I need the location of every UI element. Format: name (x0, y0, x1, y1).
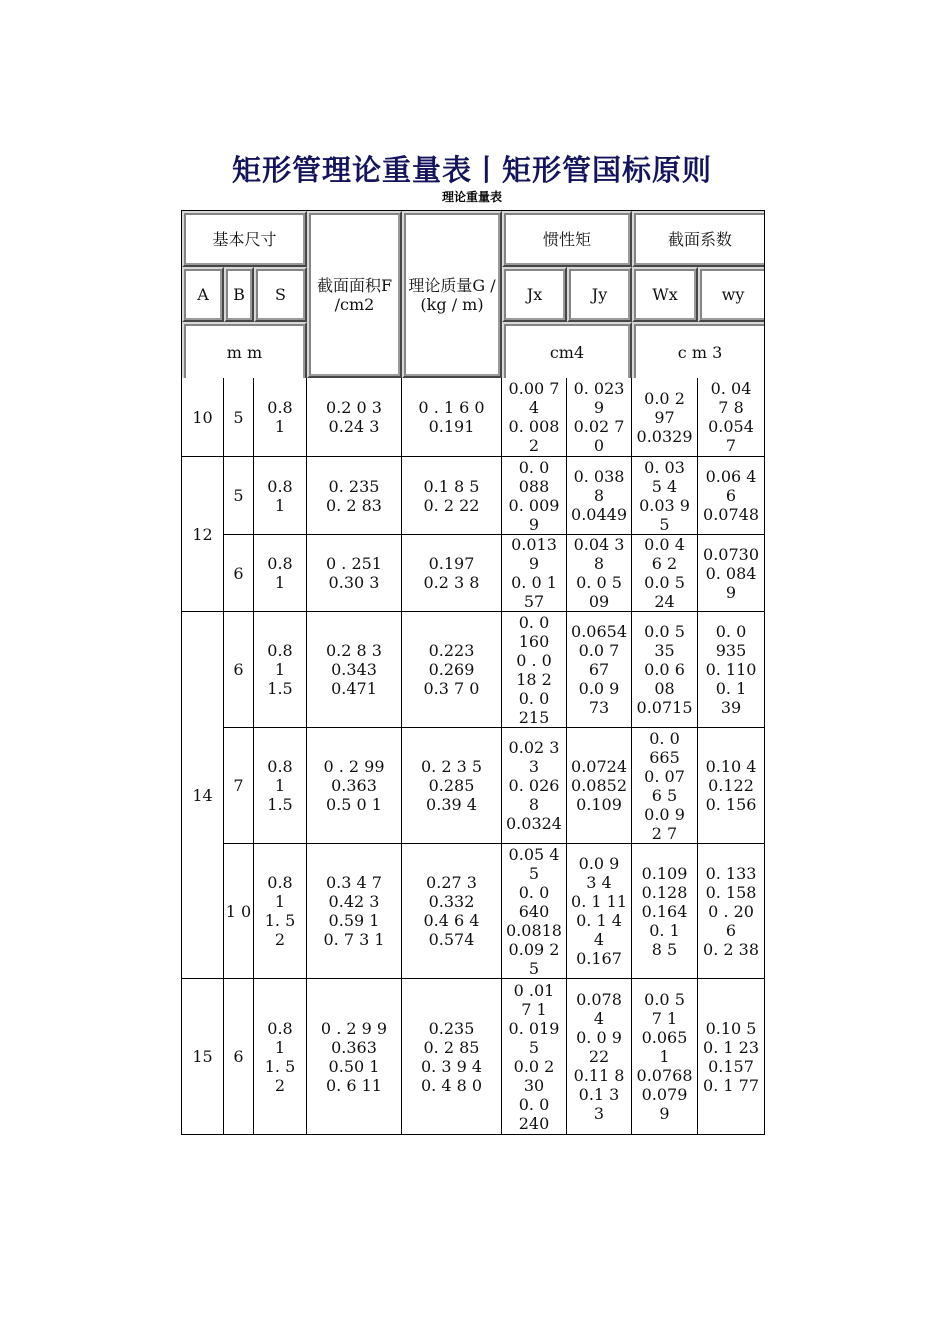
cell-jx-line: 0.09 2 (508, 939, 560, 959)
cell-area-line: 0. 2 83 (326, 495, 382, 515)
cell-wy-line: 0. 04 (710, 379, 752, 398)
cell-s-line: 1 (274, 892, 286, 911)
cell-wy-line: 6 (725, 486, 737, 505)
cell-jx (502, 728, 567, 844)
cell-wx-line: 0.0 5 (644, 622, 685, 641)
cell-area-line: 0. 6 11 (326, 1075, 382, 1095)
header-jy: Jy (567, 267, 632, 322)
cell-jy-line: 0.078 (576, 990, 622, 1009)
cell-s (254, 844, 307, 979)
cell-jy-line: 3 (593, 1104, 605, 1123)
cell-wx-line: 9 (659, 1104, 670, 1123)
table-row (182, 535, 764, 612)
cell-area-line: 0 . 251 (326, 554, 382, 573)
cell-wx-line: 97 (654, 407, 675, 427)
cell-jx-line: 0 . 0 (516, 650, 552, 670)
header-unit-cm3: c m 3 (632, 322, 764, 378)
cell-s-line: 1 (274, 1037, 286, 1057)
cell-jx (502, 844, 567, 979)
cell-wx-line: 0.03 9 (639, 495, 690, 515)
cell-wy-line: 0. 1 (715, 679, 747, 698)
cell-area-line: 0 . 2 99 (323, 757, 385, 776)
cell-s-line: 0.8 (267, 757, 293, 776)
cell-area-line: 0.30 3 (328, 573, 380, 592)
cell-wx-line: 0.0 4 (644, 535, 685, 554)
cell-wx-line: 0.0 5 (644, 573, 685, 592)
cell-jy-line: 4 (593, 930, 605, 949)
header-inertia: 惯性矩 (502, 211, 632, 267)
cell-mass (402, 728, 502, 844)
cell-wy (698, 728, 764, 844)
cell-s-line: 0.8 (267, 873, 293, 892)
cell-jx-line: 640 (518, 901, 550, 921)
cell-jx-line: 0. 0 (518, 612, 550, 632)
cell-area-line: 0.471 (331, 679, 377, 698)
cell-wx-line: 665 (649, 747, 680, 767)
cell-jx-line: 5 (528, 863, 540, 883)
cell-mass-line: 0.223 (428, 641, 475, 660)
cell-jy-line: 8 (593, 486, 605, 505)
cell-area-line: 0.50 1 (328, 1056, 380, 1076)
cell-jx (502, 612, 567, 728)
cell-s-line: 1.5 (267, 679, 293, 698)
cell-jx-line: 0. 009 (508, 495, 560, 515)
cell-wx-line: 0. 03 (644, 457, 685, 477)
cell-jx-line: 0.013 (511, 535, 557, 554)
cell-wx-line: 0.0 6 (644, 660, 685, 679)
header-wy: wy (698, 267, 764, 322)
header-area: 截面面积F /cm2 (307, 211, 402, 378)
header-unit-cm4: cm4 (502, 322, 632, 378)
cell-s-line: 1 (274, 573, 286, 592)
cell-area-line: 0.343 (331, 660, 377, 679)
cell-area (307, 728, 402, 844)
cell-jx-line: 7 1 (521, 999, 547, 1019)
cell-mass-line: 0.574 (428, 930, 475, 949)
cell-a: 14 (182, 612, 224, 979)
cell-s-line: 1. 5 (264, 911, 296, 930)
cell-mass-line: 0. 2 22 (423, 495, 480, 515)
cell-mass-line: 0.332 (428, 892, 475, 911)
cell-jx-line: 4 (528, 398, 540, 417)
cell-jy-line: 09 (588, 592, 610, 611)
cell-mass (402, 535, 502, 612)
cell-area-line: 0.363 (331, 776, 377, 795)
cell-wx (632, 457, 698, 535)
cell-jx-line: 0.0818 (506, 920, 562, 940)
header-b: B (224, 267, 254, 322)
cell-wx-line: 2 7 (651, 823, 678, 843)
cell-wy-line: 0.054 (708, 417, 754, 436)
cell-jx-line: 215 (518, 707, 550, 727)
cell-area (307, 535, 402, 612)
cell-mass-line: 0.2 3 8 (423, 573, 480, 592)
cell-jx-line: 2 (528, 436, 540, 455)
cell-jx-line: 0. 0 (518, 688, 550, 708)
cell-jy-line: 0. 0 9 (576, 1028, 622, 1047)
cell-b: 5 (224, 457, 254, 535)
rect-tube-weight-table (181, 210, 765, 1135)
cell-wx-line: 0.065 (641, 1028, 688, 1047)
cell-jy-line: 4 (593, 1009, 605, 1028)
cell-area-line: 0. 235 (328, 476, 380, 496)
cell-s-line: 1 (274, 776, 286, 795)
cell-wy-line: 935 (715, 641, 747, 660)
cell-jx-line: 0. 0 1 (511, 573, 557, 592)
table-row (182, 612, 764, 728)
cell-jx-line: 0.0324 (506, 814, 562, 833)
cell-wx (632, 612, 698, 728)
cell-wx-line: 0.079 (641, 1085, 688, 1104)
cell-wx-line: 0.0329 (636, 426, 693, 446)
cell-wx-line: 5 (659, 514, 670, 534)
cell-s-line: 0.8 (267, 641, 293, 660)
cell-jx-line: 57 (523, 592, 545, 611)
header-wx: Wx (632, 267, 698, 322)
cell-jy-line: 0.167 (576, 949, 622, 968)
cell-wx-line: 0.164 (641, 901, 688, 921)
cell-jx (502, 457, 567, 535)
cell-wy-line: 0. 1 77 (703, 1075, 760, 1095)
cell-mass-line: 0.27 3 (426, 873, 477, 892)
cell-s (254, 612, 307, 728)
header-s: S (254, 267, 307, 322)
cell-wy (698, 844, 764, 979)
cell-mass-line: 0.197 (428, 554, 475, 573)
cell-wx-line: 0.109 (641, 863, 688, 883)
cell-wx-line: 0.0 2 (644, 388, 685, 408)
cell-mass (402, 457, 502, 535)
cell-mass-line: 0. 4 8 0 (420, 1075, 483, 1095)
cell-wy-line: 0. 0 (715, 622, 747, 641)
cell-wx-line: 1 (659, 1047, 670, 1066)
cell-area-line: 0.363 (331, 1037, 377, 1057)
cell-wx-line: 0. 0 (649, 728, 680, 748)
cell-jy-line: 0.11 8 (573, 1066, 625, 1085)
table-row (182, 844, 764, 979)
cell-b: 6 (224, 979, 254, 1134)
cell-wy-line: 0 . 20 (708, 901, 754, 921)
cell-wx-line: 0.0715 (636, 698, 693, 717)
cell-wy-line: 6 (725, 920, 737, 940)
cell-jy-line: 0.0852 (571, 776, 627, 795)
table-row (182, 728, 764, 844)
cell-area-line: 0.59 1 (328, 911, 380, 930)
cell-jy (567, 612, 632, 728)
cell-area-line: 0. 7 3 1 (323, 930, 385, 949)
cell-jx-line: 0. 026 (508, 776, 560, 795)
cell-wy-line: 0.122 (708, 776, 754, 795)
cell-wx-line: 5 4 (651, 476, 678, 496)
cell-wx-line: 0.0768 (636, 1066, 693, 1085)
cell-mass-line: 0.235 (428, 1018, 475, 1038)
cell-s (254, 728, 307, 844)
cell-jy-line: 0.0724 (571, 757, 627, 776)
cell-wy-line: 0.10 4 (705, 757, 757, 776)
cell-s-line: 2 (274, 930, 286, 949)
cell-jx-line: 30 (523, 1075, 545, 1095)
cell-wx-line: 0.128 (641, 882, 688, 902)
cell-jy-line: 0.0654 (571, 622, 627, 641)
cell-jx-line: 0. 0 (518, 1094, 550, 1114)
cell-b: 6 (224, 612, 254, 728)
cell-jy-line: 9 (593, 398, 605, 417)
cell-area-line: 0.3 4 7 (326, 873, 382, 892)
cell-jx-line: 9 (528, 514, 540, 534)
cell-wx (632, 728, 698, 844)
cell-wy-line: 0.10 5 (705, 1018, 757, 1038)
cell-wx-line: 0. 1 (649, 920, 680, 940)
cell-jx-line: 5 (528, 1037, 540, 1057)
cell-mass (402, 844, 502, 979)
cell-wx-line: 0.0 5 (644, 990, 685, 1009)
cell-jx-line: 0.02 3 (508, 738, 560, 757)
cell-jy-line: 0.0 7 (578, 641, 620, 660)
cell-mass-line: 0.3 7 0 (423, 679, 480, 698)
cell-jx-line: 0 .01 (513, 980, 555, 1000)
cell-mass-line: 0. 2 3 5 (420, 757, 483, 776)
cell-wy (698, 457, 764, 535)
cell-wx (632, 979, 698, 1134)
cell-wy (698, 535, 764, 612)
cell-jy-line: 73 (588, 698, 610, 717)
cell-jy-line: 3 4 (586, 873, 612, 892)
cell-jx-line: 0. 008 (508, 417, 560, 436)
cell-jy-line: 0.04 3 (573, 535, 625, 554)
cell-wx-line: 0. 07 (644, 766, 685, 786)
cell-area-line: 0.2 8 3 (326, 641, 382, 660)
page-title: 矩形管理论重量表丨矩形管国标原则 (231, 153, 712, 187)
header-mass: 理论质量G / (kg / m) (402, 211, 502, 378)
cell-wx-line: 6 2 (651, 554, 678, 573)
cell-jy-line: 0. 0 5 (576, 573, 622, 592)
cell-wy-line: 7 8 (718, 398, 744, 417)
cell-jx-line: 0. 0 (518, 882, 550, 902)
cell-s-line: 0.8 (267, 554, 293, 573)
cell-area (307, 979, 402, 1134)
cell-wy-line: 0.157 (708, 1056, 754, 1076)
cell-s-line: 0.8 (267, 476, 293, 496)
table-row (182, 457, 764, 535)
cell-area (307, 844, 402, 979)
cell-mass (402, 612, 502, 728)
cell-jy-line: 22 (588, 1047, 610, 1066)
cell-wx-line: 0.0 9 (644, 804, 685, 824)
cell-jx-line: 0. 0 (518, 457, 550, 477)
cell-jx-line: 3 (528, 757, 540, 776)
cell-s-line: 1. 5 (264, 1056, 296, 1076)
cell-jx (502, 535, 567, 612)
cell-wy-line: 0. 084 (705, 563, 757, 583)
cell-jy-line: 0.109 (576, 795, 622, 814)
cell-mass-line: 0.269 (428, 660, 475, 679)
cell-jy-line: 0.02 7 (573, 417, 625, 436)
cell-jx-line: 088 (518, 476, 550, 496)
cell-jy (567, 378, 632, 457)
cell-wy-line: 0.0730 (703, 544, 760, 564)
cell-s-line: 1 (274, 660, 286, 679)
cell-jx-line: 0.05 4 (508, 844, 560, 864)
cell-s-line: 1.5 (267, 795, 293, 814)
cell-jx-line: 0.00 7 (508, 379, 560, 398)
cell-wy-line: 0. 133 (705, 863, 757, 883)
cell-jy (567, 457, 632, 535)
cell-mass (402, 979, 502, 1134)
cell-jy (567, 535, 632, 612)
cell-s (254, 457, 307, 535)
cell-area (307, 457, 402, 535)
cell-wx-line: 8 5 (651, 939, 678, 959)
cell-b: 5 (224, 378, 254, 457)
cell-jx (502, 979, 567, 1134)
cell-area-line: 0.5 0 1 (326, 795, 382, 814)
cell-a: 12 (182, 457, 224, 612)
cell-area (307, 612, 402, 728)
cell-wy-line: 0.06 4 (705, 467, 757, 486)
cell-jx-line: 160 (518, 631, 550, 651)
cell-jy-line: 0.0 9 (578, 854, 620, 873)
cell-s-line: 2 (274, 1075, 286, 1095)
cell-mass-line: 0.1 8 5 (423, 476, 480, 496)
cell-jx (502, 378, 567, 457)
cell-jx-line: 9 (528, 554, 540, 573)
cell-wy (698, 612, 764, 728)
header-modulus: 截面系数 (632, 211, 764, 267)
cell-mass-line: 0.285 (428, 776, 475, 795)
cell-s-line: 1 (274, 417, 286, 436)
cell-mass-line: 0. 2 85 (423, 1037, 480, 1057)
cell-jy-line: 8 (593, 554, 605, 573)
cell-a: 15 (182, 979, 224, 1134)
cell-jy-line: 0 (593, 436, 605, 455)
cell-s-line: 0.8 (267, 398, 293, 417)
cell-jy-line: 0.1 3 (578, 1085, 620, 1104)
cell-wy-line: 0. 2 38 (703, 939, 760, 959)
cell-jx-line: 8 (528, 795, 540, 814)
cell-s (254, 535, 307, 612)
cell-mass-line: 0.39 4 (426, 795, 477, 814)
cell-wy-line: 7 (725, 436, 737, 455)
cell-wy-line: 0. 1 23 (703, 1037, 760, 1057)
cell-b: 6 (224, 535, 254, 612)
cell-jy (567, 979, 632, 1134)
cell-jy-line: 0. 1 11 (571, 892, 627, 911)
cell-jy (567, 728, 632, 844)
cell-wy-line: 0.0748 (703, 505, 760, 524)
cell-area-line: 0.42 3 (328, 892, 380, 911)
cell-mass-line: 0.191 (428, 417, 475, 436)
cell-jy-line: 0. 023 (573, 379, 625, 398)
cell-wx-line: 24 (654, 592, 675, 611)
cell-jy-line: 67 (588, 660, 610, 679)
header-a: A (182, 267, 224, 322)
table-body (182, 378, 764, 1134)
cell-wy-line: 9 (725, 582, 737, 602)
cell-jx-line: 0.0 2 (513, 1056, 555, 1076)
cell-b: 7 (224, 728, 254, 844)
cell-area (307, 378, 402, 457)
cell-wx-line: 6 5 (651, 785, 678, 805)
header-jx: Jx (502, 267, 567, 322)
cell-jy-line: 0.0449 (571, 505, 627, 524)
cell-b: 1 0 (224, 844, 254, 979)
cell-wx (632, 535, 698, 612)
cell-wy (698, 979, 764, 1134)
cell-wy-line: 0. 158 (705, 882, 757, 902)
cell-wy-line: 0. 110 (705, 660, 757, 679)
cell-wx-line: 08 (654, 679, 675, 698)
cell-a: 10 (182, 378, 224, 457)
cell-jx-line: 18 2 (516, 669, 552, 689)
table-subtitle: 理论重量表 (441, 190, 502, 204)
cell-jy-line: 0.0 9 (578, 679, 620, 698)
cell-wy-line: 0. 156 (705, 795, 757, 814)
table-row (182, 979, 764, 1134)
cell-jx-line: 0. 019 (508, 1018, 560, 1038)
cell-jy-line: 0. 1 4 (576, 911, 622, 930)
cell-mass (402, 378, 502, 457)
cell-s (254, 979, 307, 1134)
cell-area-line: 0 . 2 9 9 (320, 1018, 388, 1038)
cell-wy (698, 378, 764, 457)
cell-mass-line: 0 . 1 6 0 (418, 398, 485, 417)
cell-s-line: 1 (274, 495, 286, 515)
cell-wx-line: 35 (654, 641, 675, 660)
cell-area-line: 0.24 3 (328, 417, 380, 436)
cell-s-line: 0.8 (267, 1018, 293, 1038)
cell-mass-line: 0.4 6 4 (423, 911, 480, 930)
cell-jy (567, 844, 632, 979)
table-row (182, 378, 764, 457)
cell-wx (632, 378, 698, 457)
cell-jy-line: 0. 038 (573, 467, 625, 486)
cell-wx-line: 7 1 (651, 1009, 678, 1028)
cell-mass-line: 0. 3 9 4 (420, 1056, 483, 1076)
cell-wx (632, 844, 698, 979)
cell-s (254, 378, 307, 457)
cell-jx-line: 5 (528, 958, 540, 978)
cell-wy-line: 39 (720, 698, 742, 717)
cell-jx-line: 240 (518, 1113, 550, 1133)
header-unit-mm: m m (182, 322, 307, 378)
cell-area-line: 0.2 0 3 (326, 398, 382, 417)
header-basic-size: 基本尺寸 (182, 211, 307, 267)
